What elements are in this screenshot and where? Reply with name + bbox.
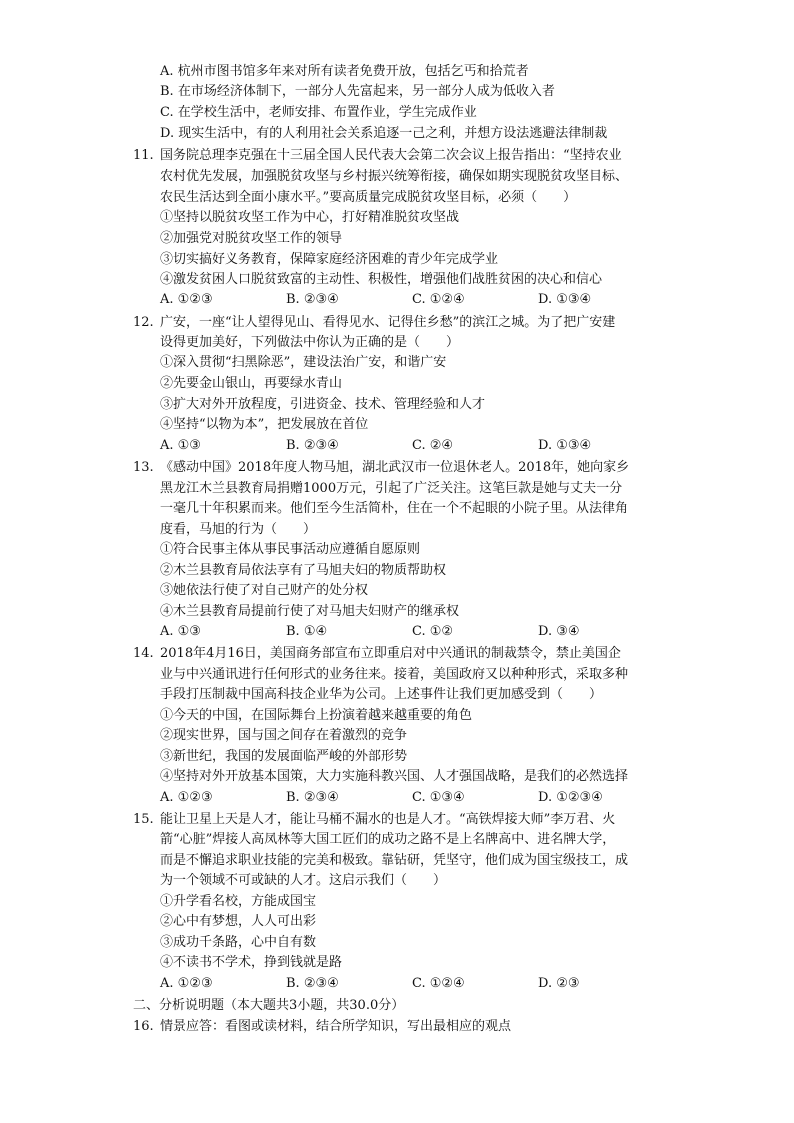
q15-stem-line: 为一个领域不可或缺的人才。这启示我们（ ）	[160, 873, 447, 888]
q10-option-a: A. 杭州市图书馆多年来对所有读者免费开放，包括乞丐和拾荒者	[160, 64, 529, 79]
q13-number: 13.	[133, 460, 154, 475]
q11-option-c: C. ①②④	[412, 292, 465, 307]
q11-item: ④激发贫困人口脱贫致富的主动性、积极性，增强他们战胜贫困的决心和信心	[160, 272, 603, 287]
q13-option-d: D. ③④	[538, 624, 580, 639]
q14-stem-line: 业与中兴通讯进行任何形式的业务往来。接着，美国政府又以种种形式，采取多种	[160, 667, 629, 682]
q12-item: ②先要金山银山，再要绿水青山	[160, 376, 343, 391]
q11-item: ①坚持以脱贫攻坚工作为中心，打好精准脱贫攻坚战	[160, 210, 460, 225]
q14-option-a: A. ①②③	[160, 790, 213, 805]
q14-option-d: D. ①②③④	[538, 790, 603, 805]
q14-stem-line: 手段打压制裁中国高科技企业华为公司。上述事件让我们更加感受到（ ）	[160, 687, 603, 702]
q15-stem-line: 能让卫星上天是人才，能让马桶不漏水的也是人才。“高铁焊接大师”李万君、火	[160, 812, 616, 827]
q12-option-d: D. ①③④	[538, 438, 592, 453]
q12-stem-line: 广安，一座“让人望得见山、看得见水、记得住乡愁”的滨江之城。为了把广安建	[160, 315, 616, 330]
q13-stem-line: 黑龙江木兰县教育局捐赠1000万元，引起了广泛关注。这笔巨款是她与丈夫一分	[160, 481, 623, 496]
q15-item: ③成功千条路，心中自有数	[160, 935, 317, 950]
q10-option-c: C. 在学校生活中，老师安排、布置作业，学生完成作业	[160, 105, 477, 120]
section-heading: 二、分析说明题（本大题共3小题，共30.0分）	[133, 998, 405, 1013]
q15-stem-line: 箭“心脏”焊接人高凤林等大国工匠们的成功之路不是上名牌高中、进名牌大学，	[160, 832, 616, 847]
q13-item: ①符合民事主体从事民事活动应遵循自愿原则	[160, 542, 421, 557]
q16-number: 16.	[133, 1019, 154, 1034]
q14-stem-line: 2018年4月16日，美国商务部宣布立即重启对中兴通讯的制裁禁令，禁止美国企	[160, 646, 621, 661]
q15-option-c: C. ①②④	[412, 976, 465, 991]
q13-stem-line: 度看，马旭的行为（ ）	[160, 522, 317, 537]
q12-stem-line: 设得更加美好，下列做法中你认为正确的是（ ）	[160, 335, 460, 350]
q14-item: ①今天的中国，在国际舞台上扮演着越来越重要的角色	[160, 708, 473, 723]
q10-option-b: B. 在市场经济体制下，一部分人先富起来，另一部分人成为低收入者	[160, 84, 555, 99]
q14-item: ④坚持对外开放基本国策，大力实施科教兴国、人才强国战略，是我们的必然选择	[160, 769, 629, 784]
q13-option-a: A. ①③	[160, 624, 201, 639]
q12-option-c: C. ②④	[412, 438, 454, 453]
q11-number: 11.	[133, 148, 154, 163]
q11-option-d: D. ①③④	[538, 292, 592, 307]
q15-item: ②心中有梦想，人人可出彩	[160, 914, 317, 929]
q12-item: ①深入贯彻“扫黑除恶”，建设法治广安，和谐广安	[160, 355, 447, 370]
q11-stem-line: 农民生活达到全面小康水平。”要高质量完成脱贫攻坚目标，必须（ ）	[160, 190, 577, 205]
q12-item: ④坚持“以物为本”，把发展放在首位	[160, 417, 369, 432]
q15-option-d: D. ②③	[538, 976, 580, 991]
q13-option-c: C. ①②	[412, 624, 454, 639]
q15-stem-line: 而是不懈追求职业技能的完美和极致。靠钻研，凭坚守，他们成为国宝级技工，成	[160, 853, 629, 868]
q13-item: ②木兰县教育局依法享有了马旭夫妇的物质帮助权	[160, 563, 447, 578]
q11-option-a: A. ①②③	[160, 292, 213, 307]
q15-option-a: A. ①②③	[160, 976, 213, 991]
q12-option-b: B. ②③④	[286, 438, 339, 453]
q11-item: ②加强党对脱贫攻坚工作的领导	[160, 231, 343, 246]
q15-item: ①升学看名校，方能成国宝	[160, 894, 317, 909]
q11-item: ③切实搞好义务教育，保障家庭经济困难的青少年完成学业	[160, 252, 499, 267]
q14-option-c: C. ①③④	[412, 790, 465, 805]
q14-option-b: B. ②③④	[286, 790, 339, 805]
q12-item: ③扩大对外开放程度，引进资金、技术、管理经验和人才	[160, 397, 486, 412]
q13-item: ④木兰县教育局提前行使了对马旭夫妇财产的继承权	[160, 604, 460, 619]
q13-option-b: B. ①④	[286, 624, 328, 639]
q14-item: ③新世纪，我国的发展面临严峻的外部形势	[160, 749, 408, 764]
q15-item: ④不读书不学术，挣到钱就是路	[160, 955, 343, 970]
q16-stem: 情景应答：看图或读材料，结合所学知识，写出最相应的观点	[160, 1019, 512, 1034]
q12-number: 12.	[133, 315, 154, 330]
q11-option-b: B. ②③④	[286, 292, 339, 307]
q12-option-a: A. ①③	[160, 438, 201, 453]
q13-item: ③她依法行使了对自己财产的处分权	[160, 583, 369, 598]
q13-stem-line: 《感动中国》2018年度人物马旭，湖北武汉市一位退休老人。2018年，她向家乡	[160, 460, 630, 475]
q15-number: 15.	[133, 812, 154, 827]
q11-stem-line: 国务院总理李克强在十三届全国人民代表大会第二次会议上报告指出：“坚持农业	[160, 148, 622, 163]
q10-option-d: D. 现实生活中，有的人利用社会关系追逐一己之利，并想方设法逃避法律制裁	[160, 126, 608, 141]
q15-option-b: B. ②③④	[286, 976, 339, 991]
q14-item: ②现实世界，国与国之间存在着激烈的竞争	[160, 728, 408, 743]
q13-stem-line: 一毫几十年积累而来。他们至今生活简朴，住在一个不起眼的小院子里。从法律角	[160, 501, 629, 516]
q11-stem-line: 农村优先发展，加强脱贫攻坚与乡村振兴统筹衔接，确保如期实现脱贫攻坚目标、	[160, 169, 629, 184]
q14-number: 14.	[133, 646, 154, 661]
